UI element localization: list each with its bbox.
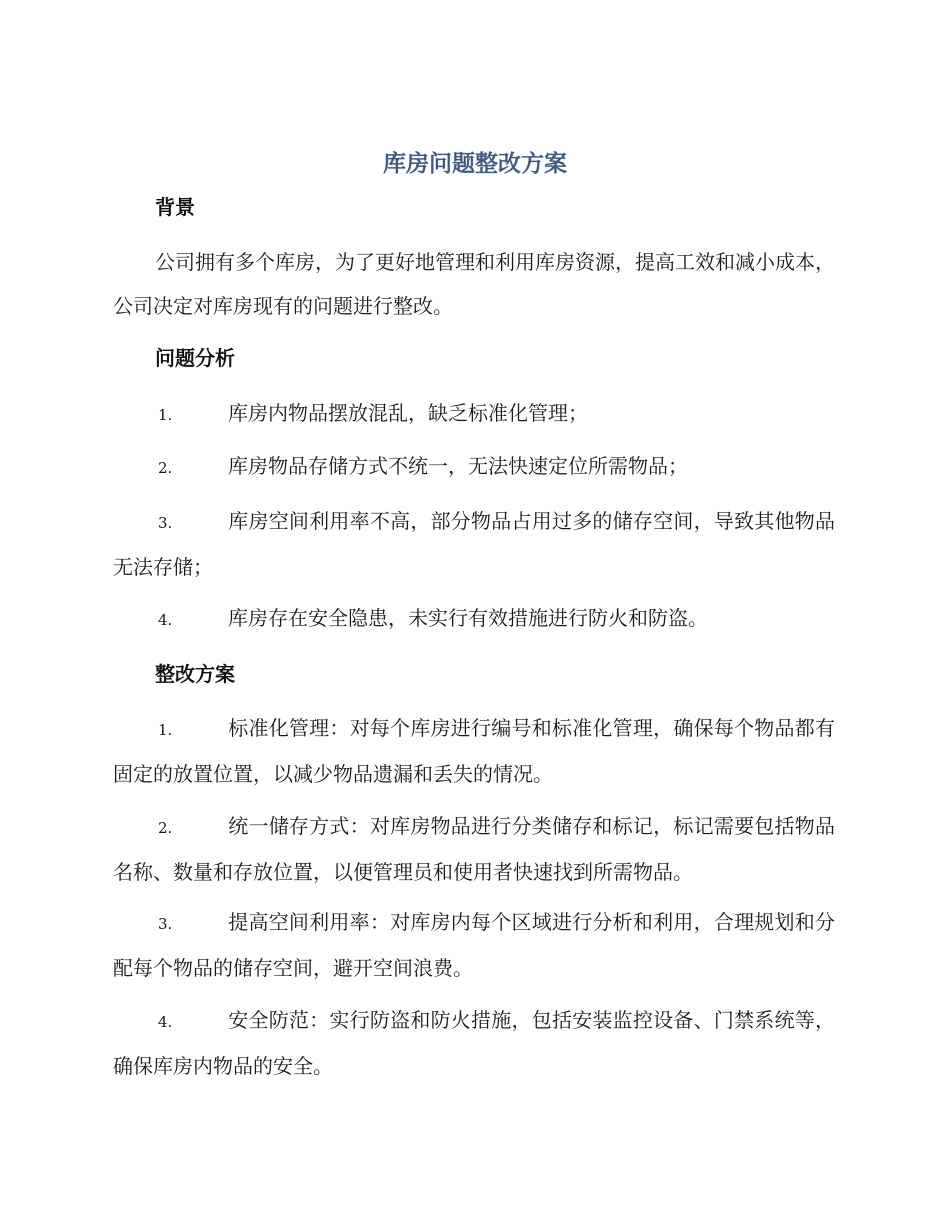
list-item-text: 库房内物品摆放混乱，缺乏标准化管理； <box>228 401 588 425</box>
list-number: 1. <box>158 406 173 424</box>
document-title: 库房问题整改方案 <box>383 151 567 177</box>
list-item-text: 安全防范：实行防盗和防火措施，包括安装监控设备、门禁系统等，确保库房内物品的安全。 <box>113 1008 835 1078</box>
list-number: 4. <box>158 1013 173 1031</box>
list-number: 3. <box>158 915 173 933</box>
list-item-text: 库房物品存储方式不统一，无法快速定位所需物品； <box>228 454 688 478</box>
list-item-text: 统一储存方式：对库房物品进行分类储存和标记，标记需要包括物品名称、数量和存放位置，以便管理员和使用者快速找到所需物品。 <box>113 814 835 884</box>
section-heading-analysis: 问题分析 <box>155 346 235 370</box>
analysis-item-2 <box>113 444 835 490</box>
list-number: 1. <box>158 721 173 739</box>
section-heading-plan: 整改方案 <box>155 662 235 686</box>
plan-item-2 <box>113 804 835 894</box>
list-number: 2. <box>158 459 173 477</box>
plan-item-3 <box>113 900 835 990</box>
list-number: 4. <box>158 611 173 629</box>
analysis-item-1 <box>113 391 835 437</box>
list-item-text: 提高空间利用率：对库房内每个区域进行分析和利用，合理规划和分配每个物品的储存空间，避开空间浪费。 <box>113 910 835 980</box>
list-number: 3. <box>158 514 173 532</box>
analysis-item-4 <box>113 596 835 642</box>
list-number: 2. <box>158 819 173 837</box>
list-item-text: 库房存在安全隐患，未实行有效措施进行防火和防盗。 <box>228 606 708 630</box>
plan-item-4 <box>113 998 835 1088</box>
list-item-text: 库房空间利用率不高，部分物品占用过多的储存空间，导致其他物品无法存储； <box>113 509 835 579</box>
analysis-item-3 <box>113 499 835 589</box>
list-item-text: 标准化管理：对每个库房进行编号和标准化管理，确保每个物品都有固定的放置位置，以减少物品遗漏和丢失的情况。 <box>113 716 835 786</box>
section-heading-background: 背景 <box>155 195 195 219</box>
background-paragraph: 公司拥有多个库房，为了更好地管理和利用库房资源，提高工效和减小成本，公司决定对库房现有的问题进行整改。 <box>113 250 835 318</box>
plan-item-1 <box>113 706 835 796</box>
